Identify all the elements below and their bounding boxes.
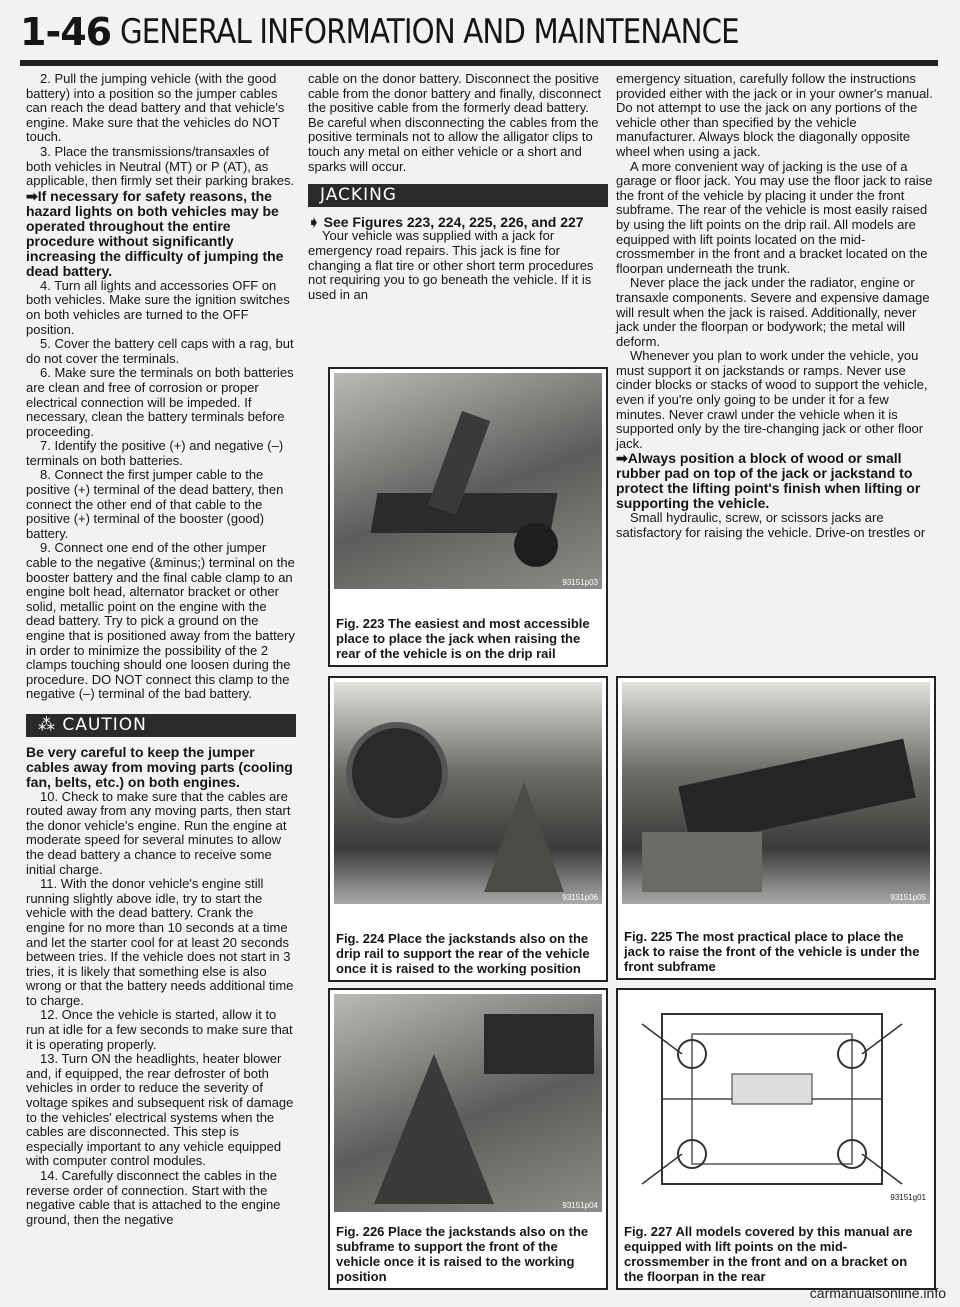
step-8: 8. Connect the first jumper cable to the positive (+) terminal of the dead battery, then connect the other end of that cable to the positive (+) terminal of the booster (good) battery. [26, 467, 284, 541]
step-3: 3. Place the transmissions/transaxles of both vehicles in Neutral (MT) or P (AT), as applicable, then firmly set their parking brakes. [26, 143, 295, 189]
page-title: GENERAL INFORMATION AND MAINTENANCE [120, 12, 739, 52]
never-place-text: Never place the jack under the radiator, engine or transaxle components. Severe and expensive damage will result when the jack is raised. Additionally, never jack under the floorpan or bodywork; the metal will deform. [616, 275, 930, 349]
figure-caption: Fig. 224 Place the jackstands also on the drip rail to support the rear of the vehicle once it is raised to the working position [336, 931, 590, 976]
caution-banner: ⁂ CAUTION [26, 714, 296, 737]
emergency-text: emergency situation, carefully follow the instructions provided either with the jack or in your owner's manual. Do not attempt to use the jack on any portions of the vehicle other than specified by the vehicle manufacturer. Always block the diagonally opposite wheel when using a jack. [616, 71, 933, 159]
floor-jack-photo [334, 373, 602, 589]
step-14: 14. Carefully disconnect the cables in the reverse order of connection. Start with the negative cable that is attached to the engine ground, then the negative [26, 1168, 281, 1227]
figure-code: 93151p06 [562, 893, 598, 902]
watermark: carmanualsonline.info [809, 1285, 946, 1301]
step-6: 6. Make sure the terminals on both batteries are clean and free of corrosion or proper electrical connection will be impeded. If necessary, clean the battery terminals before proceeding. [26, 365, 294, 439]
figure-226 [328, 988, 608, 1290]
page-header [20, 8, 940, 58]
step-4: 4. Turn all lights and accessories OFF on both vehicles. Make sure the ignition switches on both vehicles are turned to the OFF position. [26, 277, 290, 337]
step-7: 7. Identify the positive (+) and negative (–) terminals on both batteries. [26, 438, 284, 468]
step-9: 9. Connect one end of the other jumper cable to the negative (&minus;) terminal on the booster battery and the final cable clamp to an engine bolt head, alternator bracket or other solid, metallic point on the engine with the dead battery. Try to pick a ground on the engine that is positioned away from the battery in order to minimize the possibility of the 2 clamps touching should one loosen during the procedure. DO NOT connect this clamp to the negative (–) terminal of the bad battery. [26, 540, 295, 702]
rear-jackstand-photo [334, 682, 602, 904]
figure-caption: Fig. 225 The most practical place to place the jack to raise the front of the vehicle is under the front subframe [624, 929, 920, 974]
page-number: 1-46 [20, 10, 112, 54]
step-5: 5. Cover the battery cell caps with a rag, but do not cover the terminals. [26, 336, 294, 366]
wood-block-note: ➡Always position a block of wood or small rubber pad on top of the jack or jackstand to protect the lifting point's finish when lifting or supporting the vehicle. [616, 450, 921, 512]
vehicle-underside-drawing [622, 994, 926, 1204]
figure-224 [328, 676, 608, 982]
step-13: 13. Turn ON the headlights, heater blower and, if equipped, the rear defroster of both vehicles in order to reduce the severity of voltage spikes and subsequent risk of damage to the vehicles' electrical systems when the cables are disconnected. This step is especially important to any vehicle equipped with computer control modules. [26, 1051, 294, 1169]
lift-points-diagram [622, 994, 930, 1204]
caution-text: Be very careful to keep the jumper cables away from moving parts (cooling fan, belts, etc.) on both engines. [26, 743, 293, 790]
step-10: 10. Check to make sure that the cables are routed away from any moving parts, then start the donor vehicle's engine. Run the engine at moderate speed for several minutes to allow the dead battery a chance to receive some initial charge. [26, 788, 291, 877]
see-figures: ➧ See Figures 223, 224, 225, 226, and 227 [308, 213, 584, 230]
front-jack-photo [622, 682, 930, 904]
step-2: 2. Pull the jumping vehicle (with the good battery) into a position so the jumper cables can reach the dead battery and that vehicle's engine. Make sure that the vehicles do NOT touch. [26, 71, 285, 145]
figure-227 [616, 988, 936, 1290]
figure-223 [328, 367, 608, 667]
figure-code: 93151p04 [562, 1201, 598, 1210]
column-left [26, 72, 296, 1227]
figure-code: 93151g01 [890, 1193, 926, 1202]
figure-code: 93151p03 [562, 578, 598, 587]
step-12: 12. Once the vehicle is started, allow it to run at idle for a few seconds to make sure that it is operating properly. [26, 1007, 293, 1052]
jackstands-text: Whenever you plan to work under the vehicle, you must support it on jackstands or ramps. Never use cinder blocks or stacks of wood to support the vehicle, even if you're only going to be under it for a few minutes. Never crawl under the vehicle when it is supported only by the tire-changing jack or other floor jack. [616, 348, 928, 451]
hazard-note: ➡If necessary for safety reasons, the hazard lights on both vehicles may be operated throughout the entire procedure without significantly increasing the difficulty of jumping the dead battery. [26, 187, 284, 279]
front-jackstand-photo [334, 994, 602, 1212]
figure-code: 93151p05 [890, 893, 926, 902]
figure-caption: Fig. 226 Place the jackstands also on the subframe to support the front of the vehicle once it is raised to the working position [336, 1224, 589, 1284]
donor-cable-text: cable on the donor battery. Disconnect the positive cable from the donor battery and finally, disconnect the positive cable from the formerly dead battery. Be careful when disconnecting the cables from the positive terminals not to allow the alligator clips to touch any metal on either vehicle or a short and sparks will occur. [308, 71, 602, 174]
header-rule [20, 60, 938, 66]
column-right [616, 72, 936, 541]
figure-225 [616, 676, 936, 980]
column-middle [308, 72, 608, 302]
floor-jack-text: A more convenient way of jacking is the use of a garage or floor jack. You may use the floor jack to raise the front of the vehicle by placing it under the front subframe. The rear of the vehicle is most easily raised by using the lift points on the drip rail. All models are equipped with lift points located on the mid- crossmember in the front and a bracket located on the floorpan underneath the trunk. [616, 158, 933, 276]
step-11: 11. With the donor vehicle's engine still running slightly above idle, try to start the vehicle with the dead battery. Crank the engine for no more than 10 seconds at a time and let the starter cool for at least 20 seconds between tries. If the vehicle does not start in 3 tries, it is likely that something else is also wrong or that the battery needs additional time to charge. [26, 876, 294, 1008]
caution-label: CAUTION [62, 714, 147, 735]
jacking-banner: JACKING [308, 184, 608, 207]
figure-caption: Fig. 227 All models covered by this manual are equipped with lift points on the mid-crossmember in the front and on a bracket on the floorpan in the rear [624, 1224, 913, 1284]
small-jacks-text: Small hydraulic, screw, or scissors jacks are satisfactory for raising the vehicle. Drive-on trestles or [616, 510, 926, 541]
figure-caption: Fig. 223 The easiest and most accessible place to place the jack when raising the rear of the vehicle is on the drip rail [336, 616, 590, 661]
jack-intro-text: Your vehicle was supplied with a jack for emergency road repairs. This jack is fine for changing a flat tire or other short term procedures not requiring you to go beneath the vehicle. If it is used in an [308, 228, 594, 302]
